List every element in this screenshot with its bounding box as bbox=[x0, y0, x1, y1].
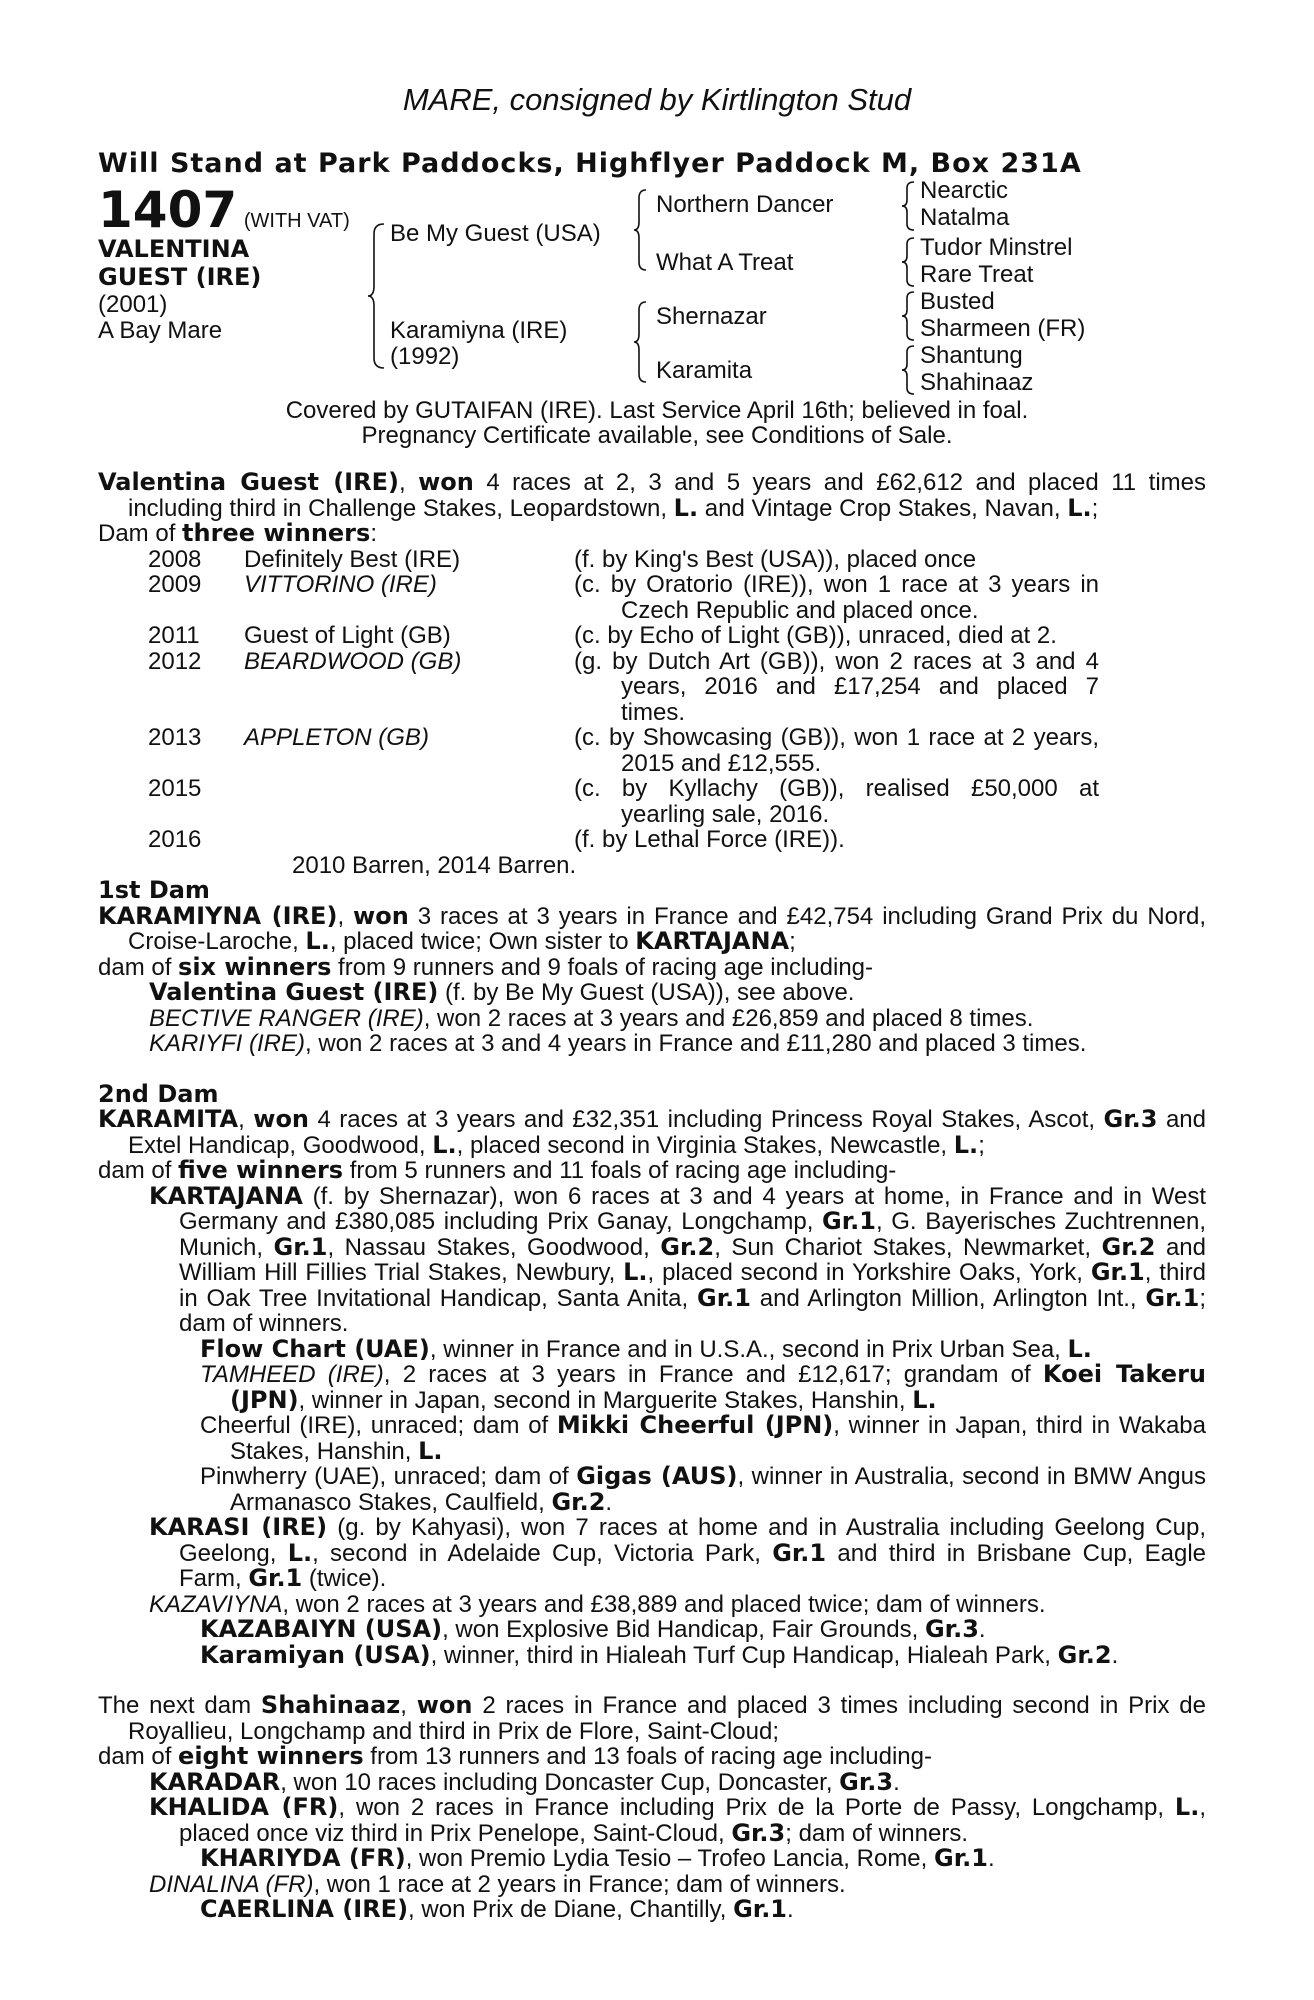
produce-entry: KARASI (IRE) (g. by Kahyasi), won 7 races at home and in Australia including Geelong Cup, Geelong, L., second in Adelaide Cup, Victoria Park, Gr.1 and third in Brisbane Cup, Eagle Farm, Gr.1 (twice). bbox=[149, 1513, 1206, 1592]
progeny-desc: (g. by Dutch Art (GB)), won 2 races at 3 and 4 years, 2016 and £17,254 and placed 7 times. bbox=[574, 647, 1099, 726]
pedigree-brace bbox=[634, 300, 648, 384]
progeny-desc: (c. by Kyllachy (GB)), realised £50,000 at yearling sale, 2016. bbox=[574, 775, 1099, 828]
produce-entry: Pinwherry (UAE), unraced; dam of Gigas (AUS), winner in Australia, second in BMW Angus Armanasco Stakes, Caulfield, Gr.2. bbox=[200, 1462, 1207, 1516]
first-dam-heading: 1st Dam bbox=[98, 876, 210, 904]
pedigree-brace bbox=[902, 344, 916, 396]
produce-entry: KAZAVIYNA, won 2 races at 3 years and £38,889 and placed twice; dam of winners. bbox=[149, 1590, 1046, 1618]
mare-summary: Valentina Guest (IRE), won 4 races at 2, 3 and 5 years and £62,612 and placed 11 times including third in Challenge Stakes, Leopardstown, L. and Vintage Crop Stakes, Navan, L.; bbox=[98, 468, 1206, 522]
grandsire-2: Shernazar bbox=[656, 303, 767, 330]
progeny-year: 2015 bbox=[148, 775, 202, 802]
progeny-desc: (f. by Lethal Force (IRE)). bbox=[574, 826, 845, 853]
catalogue-body bbox=[98, 470, 1206, 1923]
dam-year: (1992) bbox=[390, 343, 460, 370]
horse-description: A Bay Mare bbox=[98, 317, 223, 344]
great-grandsire-1: Nearctic bbox=[920, 177, 1009, 204]
produce-entry: CAERLINA (IRE), won Prix de Diane, Chantilly, Gr.1. bbox=[200, 1895, 794, 1923]
progeny-name bbox=[244, 827, 574, 853]
great-granddam-4: Shahinaaz bbox=[920, 369, 1034, 396]
granddam-1: What A Treat bbox=[656, 249, 794, 276]
covered-note: Covered by GUTAIFAN (IRE). Last Service April 16th; believed in foal. bbox=[285, 397, 1029, 424]
progeny-desc: (c. by Oratorio (IRE)), won 1 race at 3 years in Czech Republic and placed once. bbox=[574, 571, 1099, 624]
progeny-year: 2009 bbox=[148, 571, 202, 598]
great-granddam-3: Sharmeen (FR) bbox=[920, 315, 1086, 342]
produce-entry: KARTAJANA (f. by Shernazar), won 6 races at 3 and 4 years at home, in France and in West Germany and £380,085 including Prix Ganay, Longchamp, Gr.1, G. Bayerisches Zuchtrennen, Munich, Gr.1, Nassau Stakes, Goodwood, Gr.2, Sun Chariot Stakes, Newmarket, Gr.2 and William Hill Fillies Trial Stakes, Newbury, L., placed second in Yorkshire Oaks, York, Gr.1, third in Oak Tree Invitational Handicap, Santa Anita, Gr.1 and Arlington Million, Arlington Int., Gr.1; dam of winners. bbox=[149, 1181, 1207, 1337]
horse-name-line1: VALENTINA bbox=[98, 235, 250, 263]
first-dam-produce: dam of six winners from 9 runners and 9 foals of racing age including- bbox=[98, 952, 874, 981]
progeny-name: Guest of Light (GB) bbox=[244, 622, 451, 649]
next-dam-summary: The next dam Shahinaaz, won 2 races in France and placed 3 times including second in Prix de Royallieu, Longchamp and third in Prix de Flore, Saint-Cloud; bbox=[98, 1691, 1206, 1745]
produce-entry: KAZABAIYN (USA), won Explosive Bid Handicap, Fair Grounds, Gr.3. bbox=[200, 1615, 986, 1643]
dam-of-line: Dam of three winners: bbox=[98, 519, 377, 547]
produce-entry: Valentina Guest (IRE) (f. by Be My Guest (USA)), see above. bbox=[149, 978, 855, 1006]
granddam-2: Karamita bbox=[656, 357, 753, 384]
progeny-year: 2012 bbox=[148, 647, 202, 675]
consignor-header: MARE, consigned by Kirtlington Stud bbox=[402, 82, 912, 117]
progeny-year: 2016 bbox=[148, 826, 202, 853]
progeny-desc: (c. by Echo of Light (GB)), unraced, died at 2. bbox=[574, 622, 1057, 649]
first-dam-summary: KARAMIYNA (IRE), won 3 races at 3 years in France and £42,754 including Grand Prix du Nord, Croise-Laroche, L., placed twice; Own sister to KARTAJANA; bbox=[98, 901, 1207, 955]
great-grandsire-4: Shantung bbox=[920, 342, 1023, 369]
progeny-name: VITTORINO (IRE) bbox=[244, 571, 437, 598]
progeny-name: APPLETON (GB) bbox=[244, 724, 429, 751]
produce-entry: KARIYFI (IRE), won 2 races at 3 and 4 years in France and £11,280 and placed 3 times. bbox=[149, 1030, 1087, 1057]
stand-location: Will Stand at Park Paddocks, Highflyer Paddock M, Box 231A bbox=[98, 148, 1082, 179]
horse-name-line2: GUEST (IRE) bbox=[98, 263, 262, 291]
vat-note: (WITH VAT) bbox=[243, 210, 350, 232]
pedigree-brace bbox=[368, 222, 386, 370]
produce-entry: KARADAR, won 10 races including Doncaster Cup, Doncaster, Gr.3. bbox=[149, 1767, 900, 1796]
progeny-year: 2008 bbox=[148, 545, 202, 573]
great-granddam-2: Rare Treat bbox=[920, 261, 1034, 288]
pedigree-brace bbox=[902, 236, 916, 288]
produce-entry: DINALINA (FR), won 1 race at 2 years in France; dam of winners. bbox=[149, 1870, 846, 1898]
produce-entry: Karamiyan (USA), winner, third in Hialeah Turf Cup Handicap, Hialeah Park, Gr.2. bbox=[200, 1640, 1119, 1669]
second-dam-heading: 2nd Dam bbox=[98, 1079, 219, 1108]
barren-years: 2010 Barren, 2014 Barren. bbox=[292, 851, 577, 879]
pedigree-brace bbox=[634, 188, 648, 272]
second-dam-produce: dam of five winners from 5 runners and 11 foals of racing age including- bbox=[98, 1156, 897, 1184]
horse-year: (2001) bbox=[98, 291, 168, 318]
progeny-table bbox=[98, 547, 1206, 853]
progeny-name bbox=[244, 776, 574, 827]
pedigree-brace bbox=[902, 290, 916, 342]
produce-entry: Flow Chart (UAE), winner in France and in U.S.A., second in Prix Urban Sea, L. bbox=[200, 1334, 1092, 1363]
progeny-desc: (c. by Showcasing (GB)), won 1 race at 2 years, 2015 and £12,555. bbox=[574, 724, 1099, 777]
produce-entry: BECTIVE RANGER (IRE), won 2 races at 3 years and £26,859 and placed 8 times. bbox=[149, 1004, 1034, 1032]
next-dam-produce: dam of eight winners from 13 runners and 13 foals of racing age including- bbox=[98, 1742, 932, 1770]
great-granddam-1: Natalma bbox=[920, 204, 1010, 231]
progeny-year: 2011 bbox=[148, 622, 200, 649]
lot-number: 1407 bbox=[98, 181, 238, 239]
progeny-year: 2013 bbox=[148, 724, 202, 751]
great-grandsire-2: Tudor Minstrel bbox=[920, 234, 1073, 261]
produce-entry: TAMHEED (IRE), 2 races at 3 years in France and £12,617; grandam of Koei Takeru (JPN), winner in Japan, second in Marguerite Stakes, Hanshin, L. bbox=[200, 1360, 1206, 1414]
sire-name: Be My Guest (USA) bbox=[390, 220, 601, 247]
progeny-desc: (f. by King's Best (USA)), placed once bbox=[574, 545, 977, 573]
pedigree-brace bbox=[902, 180, 916, 232]
produce-entry: KHALIDA (FR), won 2 races in France including Prix de la Porte de Passy, Longchamp, L., placed once viz third in Prix Penelope, Saint-Cloud, Gr.3; dam of winners. bbox=[149, 1793, 1206, 1847]
second-dam-summary: KARAMITA, won 4 races at 3 years and £32,351 including Princess Royal Stakes, Ascot, Gr.3 and Extel Handicap, Goodwood, L., placed second in Virginia Stakes, Newcastle, L.; bbox=[98, 1105, 1206, 1159]
grandsire-1: Northern Dancer bbox=[656, 191, 834, 218]
lot-number-line bbox=[98, 181, 350, 239]
great-grandsire-3: Busted bbox=[920, 288, 995, 315]
produce-entry: KHARIYDA (FR), won Premio Lydia Tesio – Trofeo Lancia, Rome, Gr.1. bbox=[200, 1844, 995, 1872]
progeny-name: Definitely Best (IRE) bbox=[244, 545, 461, 573]
dam-name: Karamiyna (IRE) bbox=[390, 317, 568, 344]
pregnancy-note: Pregnancy Certificate available, see Conditions of Sale. bbox=[361, 422, 953, 449]
progeny-name: BEARDWOOD (GB) bbox=[244, 647, 462, 675]
produce-entry: Cheerful (IRE), unraced; dam of Mikki Cheerful (JPN), winner in Japan, third in Wakaba Stakes, Hanshin, L. bbox=[200, 1411, 1206, 1465]
